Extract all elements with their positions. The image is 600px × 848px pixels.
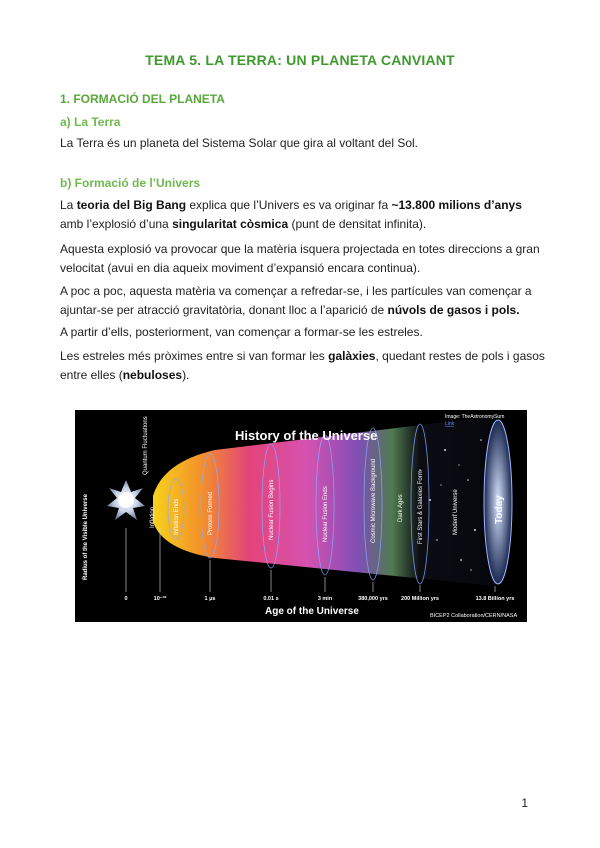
- figure-credit-link[interactable]: Link: [445, 421, 455, 427]
- epoch-label: Protons Formed: [208, 491, 214, 535]
- figure-credit-top: Image: TheAstronomySum: [445, 414, 505, 420]
- paragraph-galaxies: Les estreles més pròximes entre si van formar les galàxies, quedant restes de pols i gasos entre elles (nebuloses).: [60, 349, 545, 382]
- subheading-b: b) Formació de l’Univers: [60, 176, 201, 190]
- tick-label: 0: [124, 596, 128, 602]
- x-axis-label: Age of the Universe: [265, 606, 359, 617]
- paragraph-big-bang: La teoria del Big Bang explica que l’Univers es va originar fa ~13.800 milions d’anys amb l’explosió d’una singularitat còsmica (punt de densitat infinita).: [60, 198, 522, 231]
- paragraph-a: La Terra és un planeta del Sistema Solar que gira al voltant del Sol.: [60, 136, 418, 150]
- tick-label: 200 Million yrs: [401, 596, 439, 602]
- figure-title: History of the Universe: [235, 428, 378, 443]
- page-title: TEMA 5. LA TERRA: UN PLANETA CANVIANT: [145, 52, 455, 68]
- epoch-label: Nuclear Fusion Ends: [323, 486, 329, 542]
- left-axis-label: Radius of the Visible Universe: [83, 494, 89, 580]
- paragraph-cooling: A poc a poc, aquesta matèria va començar a refredar-se, i les partícules van començar a ajuntar-se per atracció gravitatòria, donant lloc a l’aparició de núvols de gasos i pols.: [60, 284, 532, 317]
- tick-label: 0.01 s: [263, 596, 279, 602]
- section-heading: 1. FORMACIÓ DEL PLANETA: [60, 92, 225, 106]
- epoch-label: Inflation Ends: [174, 498, 180, 535]
- subheading-a: a) La Terra: [60, 115, 121, 129]
- epoch-label: Dark Ages: [398, 494, 404, 522]
- epoch-label: Modern Universe: [453, 489, 459, 535]
- quantum-label: Quantum Fluctuations: [143, 416, 149, 475]
- paragraph-explosion: Aquesta explosió va provocar que la matèria isquera projectada en totes direccions a gran velocitat (avui en dia aqueix moviment d’expansió encara continua).: [60, 242, 540, 275]
- tick-label: 3 min: [317, 596, 333, 602]
- tick-label: 380,000 yrs: [358, 596, 388, 602]
- tick-label: 10⁻³²: [153, 596, 167, 602]
- epoch-label: Nuclear Fusion Begins: [269, 479, 275, 540]
- tick-label: 13.8 Billion yrs: [475, 596, 515, 602]
- epoch-label: Today: [494, 495, 505, 524]
- history-of-universe-figure: [75, 410, 527, 622]
- epoch-label: Cosmic Microwave Background: [371, 458, 377, 543]
- tick-label: 1 μs: [204, 596, 216, 602]
- inflation-label: Inflation: [150, 506, 156, 528]
- figure-credit-bottom: BICEP2 Collaboration/CERN/NASA: [430, 613, 518, 619]
- paragraph-stars: A partir d’ells, posteriorment, van començar a formar-se les estreles.: [60, 325, 423, 339]
- universe-diagram: [75, 410, 527, 622]
- epoch-label: First Stars & Galaxies Form: [418, 470, 424, 544]
- page-number: 1: [521, 796, 528, 810]
